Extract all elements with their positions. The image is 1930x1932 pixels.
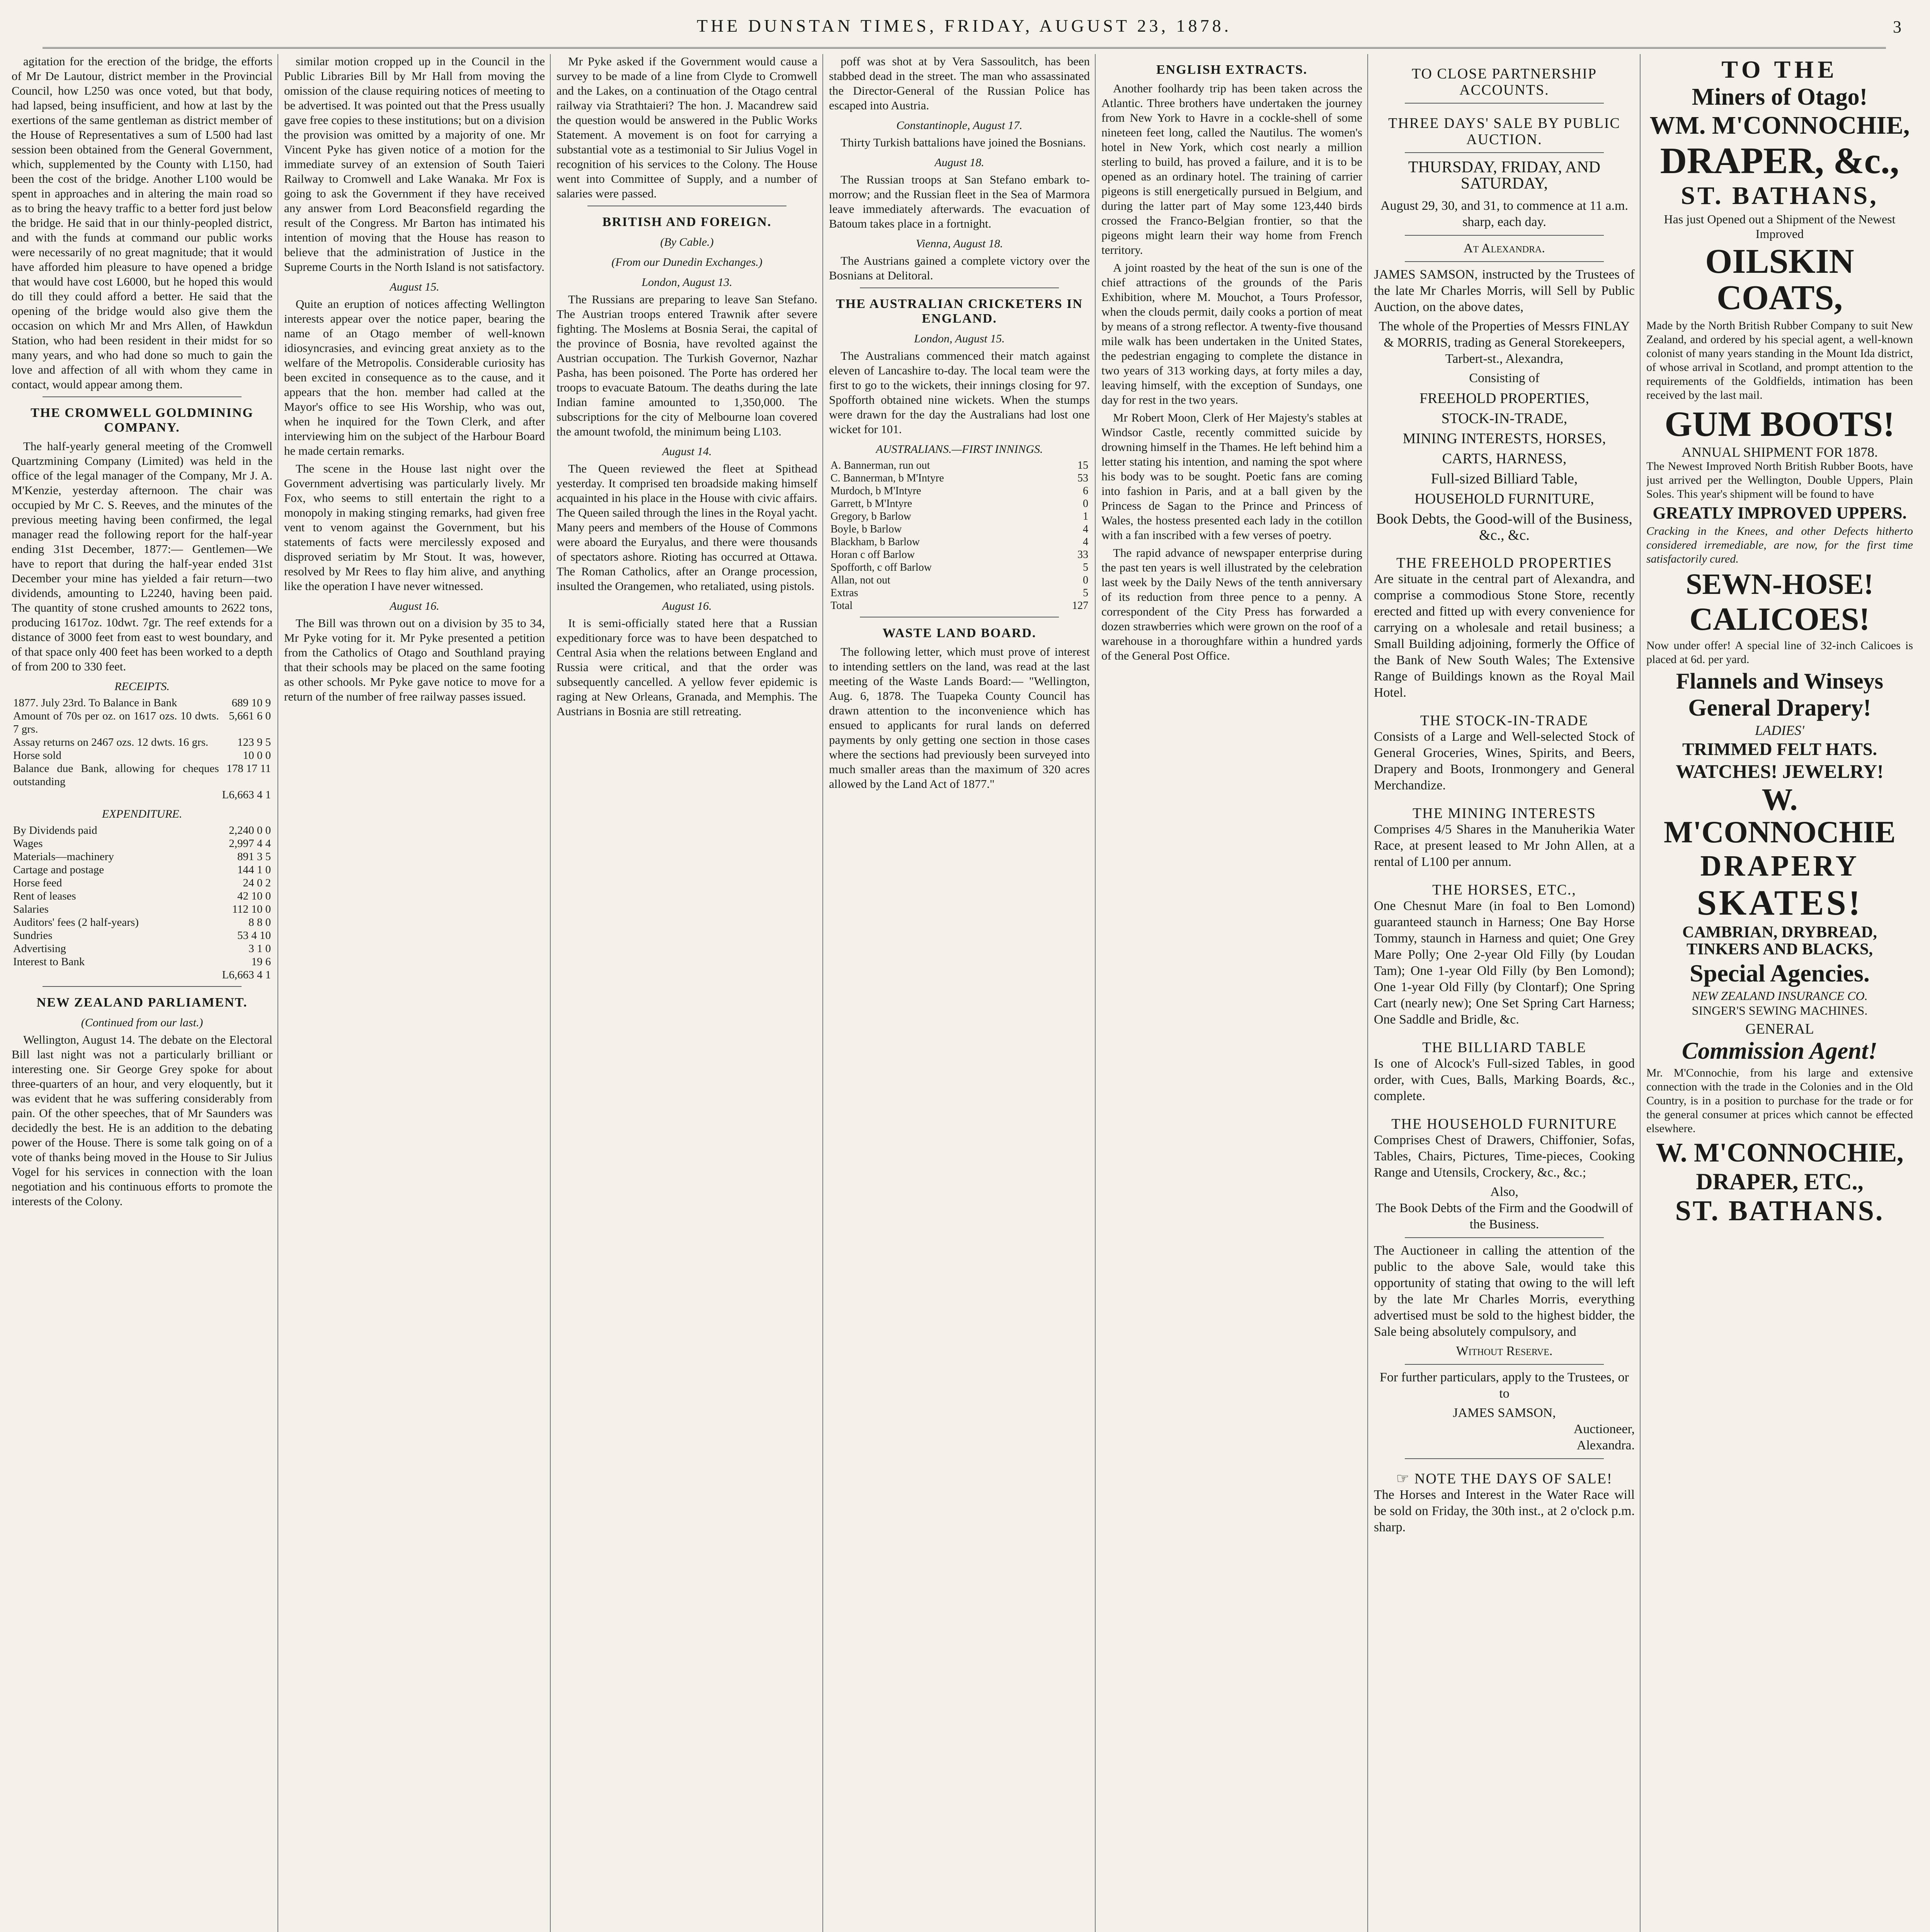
score-row bbox=[829, 497, 1090, 510]
row-value: 15 bbox=[1077, 459, 1088, 471]
row-value: 4 bbox=[1083, 536, 1088, 548]
ad-text: Is one of Alcock's Full-sized Tables, in good order, with Cues, Balls, Marking Boards, &c., complete. bbox=[1374, 1056, 1635, 1103]
ad-text: Are situate in the central part of Alexandra, and comprise a commodious Stone Store, recently erected and fitted up with every convenience for carrying on a wholesale and retail business; a Small Building adjoining, formerly the Office of the Bank of New South Wales; The Extensive Range of Buildings known as the Royal Mail Hotel. bbox=[1374, 572, 1635, 700]
ad-watches: WATCHES! JEWELRY! bbox=[1676, 760, 1884, 782]
ad-ladies: LADIES' bbox=[1755, 723, 1804, 738]
ad-heading: THE FREEHOLD PROPERTIES bbox=[1396, 555, 1612, 571]
score-row bbox=[829, 485, 1090, 497]
ad-heading: THREE DAYS' SALE BY PUBLIC AUCTION. bbox=[1388, 115, 1620, 148]
ad-heading: THE HORSES, ETC., bbox=[1432, 882, 1576, 898]
auction-item: HOUSEHOLD FURNITURE, bbox=[1414, 491, 1594, 507]
receipt-row bbox=[12, 736, 272, 749]
score-row bbox=[829, 561, 1090, 574]
column-divider bbox=[277, 54, 278, 1932]
dateline: August 14. bbox=[662, 445, 712, 458]
dateline: Constantinople, August 17. bbox=[896, 119, 1023, 132]
article-text: The following letter, which must prove of interest to intending settlers on the land, was read at the last meeting of the Waste Lands Board:— "Wellington, Aug. 6, 1878. The Tuapeka County Council has drawn attention to the inconvenience which has ensued to applicants for rural lands on deferred payments by only getting one section in those cases where the sections had previously been surveyed into much smaller areas than the maximum of 320 acres allowed by the Land Act of 1877." bbox=[829, 645, 1090, 791]
article-text: similar motion cropped up in the Council in the Public Libraries Bill by Mr Hall from moving the omission of the clause requiring notices of meeting to be advertised. It was pointed out that the Press usually gave free copies to these institutions; but on a division the provision was omitted by a majority of one. Mr Vincent Pyke has given notice of a motion for the immediate survey of an extension of South Taieri Railway to Cromwell and Lake Wanaka. Mr Fox is going to ask the Government if they have received any answer from Lord Beaconsfield regarding the result of the Congress. Mr Barton has intimated his intention of moving that the House has reason to believe that the administration of Justice in the Supreme Courts in the North Island is not satisfactory. bbox=[284, 54, 545, 274]
article-text: The Austrians gained a complete victory over the Bosnians at Delitoral. bbox=[829, 254, 1090, 282]
article-heading: NEW ZEALAND PARLIAMENT. bbox=[36, 995, 248, 1010]
receipt-row bbox=[12, 749, 272, 762]
ad-text: One Chesnut Mare (in foal to Ben Lomond) guaranteed staunch in Harness; One Bay Horse Tommy, staunch in Harness and quiet; One Grey Mare Polly; One 2-year Old Filly (by Loudan Tam); One 1-year Old Filly (by Ben Lomond); One 1-year Old Filly (by Clontarf); One Spring Cart (nearly new); One Set Spring Cart Harness; One Saddle and Bridle, &c. bbox=[1374, 899, 1635, 1027]
row-label: Blackham, b Barlow bbox=[831, 536, 920, 548]
ad-text: Now under offer! A special line of 32-inch Calicoes is placed at 6d. per yard. bbox=[1646, 639, 1913, 666]
row-label: Horan c off Barlow bbox=[831, 549, 915, 561]
ad-heading: THE HOUSEHOLD FURNITURE bbox=[1391, 1116, 1617, 1132]
table-heading: EXPENDITURE. bbox=[102, 808, 182, 820]
row-value: 1 bbox=[1083, 510, 1088, 522]
ad-text: Comprises Chest of Drawers, Chiffonier, Sofas, Tables, Chairs, Pictures, Time-pieces, Cooking Range and Utensils, Crockery, &c., &c.; bbox=[1374, 1133, 1635, 1180]
column-divider bbox=[1095, 54, 1096, 1932]
column-divider bbox=[1367, 54, 1368, 1932]
ad-text: The Horses and Interest in the Water Race will be sold on Friday, the 30th inst., at 2 o'clock p.m. sharp. bbox=[1374, 1488, 1635, 1534]
row-label: By Dividends paid bbox=[13, 824, 97, 837]
ad-oilskin: OILSKIN COATS, bbox=[1705, 242, 1854, 317]
score-table bbox=[829, 459, 1090, 612]
ad-wm: W. M'CONNOCHIE bbox=[1664, 783, 1896, 850]
receipt-row bbox=[12, 762, 272, 788]
row-label: Assay returns on 2467 ozs. 12 dwts. 16 grs. bbox=[13, 736, 209, 748]
expenditure-row bbox=[12, 889, 272, 903]
row-label: A. Bannerman, run out bbox=[831, 459, 930, 471]
ad-text: Consisting of bbox=[1469, 371, 1540, 385]
auction-item: MINING INTERESTS, HORSES, bbox=[1402, 430, 1606, 447]
divider bbox=[860, 287, 1059, 288]
pointing-hand-icon: ☞ bbox=[1396, 1471, 1410, 1487]
row-label: Advertising bbox=[13, 942, 66, 955]
ad-text: Has just Opened out a Shipment of the Newest Improved bbox=[1664, 212, 1896, 241]
score-row bbox=[829, 574, 1090, 587]
row-label: Boyle, b Barlow bbox=[831, 523, 902, 535]
receipts-table bbox=[12, 696, 272, 801]
row-value: 5 bbox=[1083, 561, 1088, 573]
row-label: Rent of leases bbox=[13, 890, 76, 902]
row-value: 53 4 10 bbox=[237, 929, 271, 942]
row-value: 891 3 5 bbox=[237, 850, 271, 863]
ad-text: JAMES SAMSON, instructed by the Trustees of the late Mr Charles Morris, will Sell by Public Auction, on the above dates, bbox=[1374, 267, 1635, 314]
article-text: Mr Pyke asked if the Government would cause a survey to be made of a line from Clyde to Cromwell and the Lakes, on a continuation of the Otago central railway via Strathtaieri? The hon. J. Macandrew said the question would be answered in the Public Works Statement. A movement is on foot for carrying a substantial vote as a testimonial to Sir Julius Vogel in recognition of his services to the Colony. The House went into Committee of Supply, and a number of salaries were passed. bbox=[557, 54, 817, 200]
article-text: Another foolhardy trip has been taken across the Atlantic. Three brothers have undertaken the journey from New York to Havre in a cockle-shell of some nineteen feet long, called the Nautilus. The women's hotel in New York, which cost nearly a million sterling to build, has proved a failure, and it is to be opened as an ordinary hotel. The training of carrier pigeons is still energetically pursued in Belgium, and during the latter part of May some 123,440 birds crossed the Franco-Belgian frontier, so that the pigeons might learn their way home from French territory. bbox=[1101, 82, 1362, 257]
divider bbox=[1405, 103, 1604, 104]
expenditure-row bbox=[12, 955, 272, 968]
ad-flannels: Flannels and Winseys bbox=[1676, 668, 1884, 694]
article-text: Mr Robert Moon, Clerk of Her Majesty's stables at Windsor Castle, recently committed suicide by drowning himself in the Thames. He left behind him a letter stating his intention, and naming the spot where his body was to be sought. Poetic fans are coming into fashion in Paris, and at a ball given by the Princess de Sagan to the Prince and Princess of Wales, the hostess presented each lady in the cotillon with a fan inscribed with a few verses of poetry. bbox=[1101, 411, 1362, 542]
row-value: 53 bbox=[1077, 472, 1088, 484]
article-subheading: (Continued from our last.) bbox=[81, 1016, 203, 1029]
article-text: Wellington, August 14. The debate on the Electoral Bill last night was not a particularly brilliant or interesting one. Sir George Grey spoke for about three-quarters of an hour, and very eloquently, but it was evident that he was suffering considerably from pain. Of the other speeches, that of Mr Saunders was decidedly the best. He is an addition to the debating power of the House. There is some talk going on of a vote of thanks being moved in the House to Sir Julius Vogel for his services in connection with the loan negotiation and his continuous efforts to promote the interests of the Colony. bbox=[12, 1033, 272, 1208]
article-text: It is semi-officially stated here that a Russian expeditionary force was to have been despatched to Central Asia when the relations between England and Russia were critical, and that the order was subsequently cancelled. A yellow fever epidemic is raging at New Orleans, Granada, and Memphis. The Austrians in Bosnia are still retreating. bbox=[557, 616, 817, 718]
expenditure-row bbox=[12, 863, 272, 876]
ad-place: ST. BATHANS, bbox=[1681, 182, 1879, 210]
article-text: Thirty Turkish battalions have joined the Bosnians. bbox=[841, 136, 1086, 149]
row-label: Interest to Bank bbox=[13, 956, 85, 968]
ad-miners: Miners of Otago! bbox=[1692, 84, 1868, 111]
sale-days: THURSDAY, FRIDAY, AND SATURDAY, bbox=[1408, 158, 1601, 192]
divider bbox=[1405, 152, 1604, 153]
divider bbox=[1405, 261, 1604, 262]
row-label: 1877. July 23rd. To Balance in Bank bbox=[13, 697, 177, 709]
auction-item: CARTS, HARNESS, bbox=[1442, 451, 1567, 467]
article-text: poff was shot at by Vera Sassoulitch, has been stabbed dead in the street. The man who assassinated the Director-General of the Russian Police has escaped into Austria. bbox=[829, 54, 1090, 112]
page-number: 3 bbox=[1893, 17, 1901, 36]
row-value: 178 17 11 bbox=[226, 762, 271, 775]
column-2 bbox=[284, 54, 545, 1932]
dateline: August 16. bbox=[390, 600, 439, 612]
divider bbox=[1405, 235, 1604, 236]
ad-text: Also, bbox=[1490, 1185, 1518, 1199]
ad-to-the: TO THE bbox=[1721, 56, 1838, 83]
ad-text: The Newest Improved North British Rubber Boots, have just arrived per the Wellington, Double Uppers, Plain Soles. This year's shipment will be found to have bbox=[1646, 460, 1913, 501]
row-label: C. Bannerman, b M'Intyre bbox=[831, 472, 944, 484]
signer-title: Auctioneer, bbox=[1573, 1422, 1635, 1436]
row-label: Horse feed bbox=[13, 877, 62, 889]
masthead bbox=[12, 15, 1917, 46]
article-text: agitation for the erection of the bridge, the efforts of Mr De Lautour, district member in the Provincial Council, how L250 was once voted, but that body, had lapsed, being insufficient, and how at last by the exertions of the same gentleman as district member of the House of Representatives a sum of L500 had last session been obtained from the General Government, which, supplemented by the County with L150, had been the cost of the bridge. Another L100 would be spent in approaches and in altering the main road so as to bring the heavy traffic to a better ford just below the bridge. He said that in our thinly-peopled district, and with the funds at command our public works were necessarily of no great magnitude; that it would have afforded him pleasure to have opened a bridge that would have cost L6000, but he hoped this would do till they could afford a better. He said that the opening of the bridge would also give them the occasion on which Mr and Mrs Allen, of Hawkdun Station, who had been resident in their midst for so many years, and who had done so much to gain the love and affection of all with whom they came in contact, would appear among them. bbox=[12, 54, 272, 391]
ad-text: Consists of a Large and Well-selected Stock of General Groceries, Wines, Spirits, and Beers, Drapery and Boots, Ironmongery and General Merchandize. bbox=[1374, 730, 1635, 793]
ad-footer-trade: DRAPER, ETC., bbox=[1696, 1168, 1864, 1194]
article-heading: BRITISH AND FOREIGN. bbox=[602, 215, 772, 229]
masthead-rule bbox=[43, 47, 1886, 49]
dateline: August 16. bbox=[662, 600, 712, 612]
ad-general-drapery: General Drapery! bbox=[1688, 695, 1871, 721]
ad-text: For further particulars, apply to the Trustees, or to bbox=[1380, 1370, 1629, 1401]
ad-text: The Auctioneer in calling the attention of the public to the above Sale, would take this opportunity of stating that owing to the will left by the late Mr Charles Morris, everything advertised must be sold to the highest bidder, the Sale being absolutely compulsory, and bbox=[1374, 1243, 1635, 1339]
score-row bbox=[829, 548, 1090, 561]
score-row bbox=[829, 599, 1090, 612]
ad-draper: DRAPER, &c., bbox=[1660, 139, 1899, 181]
column-4 bbox=[829, 54, 1090, 1932]
divider bbox=[1405, 1237, 1604, 1238]
ad-hose: SEWN-HOSE! bbox=[1686, 568, 1874, 601]
column-5 bbox=[1101, 54, 1362, 1932]
score-row bbox=[829, 510, 1090, 523]
article-text: Quite an eruption of notices affecting Wellington interests appear over the notice paper, bearing the name of an Otago member of well-known idiosyncrasies, and evincing great anxiety as to the welfare of the Metropolis. Considerable curiosity has been excited in consequence as to the cause, and it appears that the hon. member had called at the Mayor's office to see His Worship, who was out, when he inquired for the Town Clerk, and after interviewing him on the subject of the Harbour Board he made certain remarks. bbox=[284, 297, 545, 457]
row-label bbox=[12, 788, 221, 801]
expenditure-row bbox=[12, 824, 272, 837]
column-divider bbox=[550, 54, 551, 1932]
row-value: 0 bbox=[1083, 574, 1088, 586]
ad-text: Made by the North British Rubber Company to suit New Zealand, and ordered by his special agent, a well-known colonist of many years standing in the Mount Ida district, of whose arrival in Scotland, and prompt attention to the requirements of the Goldfields, intimation has been received by the last mail. bbox=[1646, 319, 1913, 401]
ad-calicoes: CALICOES! bbox=[1689, 601, 1870, 638]
without-reserve: Without Reserve. bbox=[1456, 1344, 1553, 1358]
expenditure-table bbox=[12, 824, 272, 981]
article-text: The scene in the House last night over the Government advertising was particularly lively. Mr Fox, who seems to still entertain the right to a monopoly in making stinging remarks, had given free vent to venom against the Government, but his statements of facts were mercilessly exposed and disproved seriatim by Mr Stout. It was, however, resolved by Mr Rees to flay him alive, and anything like the operation I have never witnessed. bbox=[284, 462, 545, 593]
ad-firm: WM. M'CONNOCHIE, bbox=[1649, 111, 1910, 140]
auction-item: STOCK-IN-TRADE, bbox=[1441, 410, 1567, 427]
row-label: Amount of 70s per oz. on 1617 ozs. 10 dwts. 7 grs. bbox=[13, 710, 219, 735]
ad-text: Cracking in the Knees, and other Defects hitherto considered irremediable, are now, for the first time satisfactorily cured. bbox=[1646, 525, 1913, 566]
row-value: 112 10 0 bbox=[232, 903, 271, 915]
draper-advertisement bbox=[1646, 54, 1913, 1932]
row-value: 3 1 0 bbox=[248, 942, 271, 955]
expenditure-row bbox=[12, 942, 272, 955]
ad-footer-firm: W. M'CONNOCHIE, bbox=[1656, 1138, 1904, 1168]
receipt-row bbox=[12, 788, 272, 801]
sale-place: At Alexandra. bbox=[1464, 241, 1545, 255]
row-value: 2,997 4 4 bbox=[229, 837, 271, 850]
row-label: Salaries bbox=[13, 903, 49, 915]
article-text: The Russian troops at San Stefano embark to-morrow; and the Russian fleet in the Sea of Marmora leave immediately afterwards. The evacuation of Batoum takes place in a fortnight. bbox=[829, 173, 1090, 230]
row-value: 6 bbox=[1083, 485, 1088, 497]
ad-drapery: DRAPERY bbox=[1700, 850, 1859, 883]
article-text: A joint roasted by the heat of the sun is one of the chief attractions of the grounds of the Paris Exhibition, where M. Mouchot, a Tours Professor, when the clouds permit, daily cooks a portion of meat by means of a strong reflector. A twenty-five thousand mile walk has been undertaken in the United States, the pedestrian engaging to complete the distance in two years of 313 working days, at forty miles a day, leaving himself, with the exception of Sundays, one day for rest in the two years. bbox=[1101, 261, 1362, 406]
row-value: 19 6 bbox=[251, 956, 271, 968]
ad-text: Mr. M'Connochie, from his large and extensive connection with the trade in the Colonies and in the Old Country, is in a position to purchase for the trade or for the general consumer at prices which cannot be effected elsewhere. bbox=[1646, 1066, 1913, 1135]
ad-heading: THE BILLIARD TABLE bbox=[1422, 1039, 1586, 1056]
article-text: The Bill was thrown out on a division by 35 to 34, Mr Pyke voting for it. Mr Pyke presented a petition from the Catholics of Otago and Southland praying that their schools may be placed on the same footing as other schools. Mr Pyke gave notice to move for a return of the number of free railway passes issued. bbox=[284, 616, 545, 703]
signer-place: Alexandra. bbox=[1576, 1438, 1635, 1452]
row-label: Cartage and postage bbox=[13, 864, 104, 876]
column-3 bbox=[557, 54, 817, 1932]
score-row bbox=[829, 536, 1090, 548]
dateline: August 15. bbox=[390, 281, 439, 293]
row-label: Allan, not out bbox=[831, 574, 890, 586]
auction-items-list bbox=[1374, 390, 1635, 543]
ad-annual: ANNUAL SHIPMENT FOR 1878. bbox=[1681, 444, 1878, 460]
article-heading: THE CROMWELL GOLDMINING COMPANY. bbox=[31, 406, 254, 435]
ad-commission: Commission Agent! bbox=[1682, 1037, 1877, 1064]
ad-cambrian: CAMBRIAN, DRYBREAD, TINKERS AND BLACKS, bbox=[1682, 923, 1877, 958]
article-heading: THE AUSTRALIAN CRICKETERS IN ENGLAND. bbox=[836, 297, 1083, 326]
row-value: 33 bbox=[1077, 549, 1088, 561]
table-heading: AUSTRALIANS.—FIRST INNINGS. bbox=[876, 443, 1043, 456]
article-text: The Russians are preparing to leave San Stefano. The Austrian troops entered Trawnik after severe fighting. The Moslems at Bosnia Serai, the capital of the province of Bosnia, have revolted against the Austrian occupation. The Turkish Governor, Nazhar Pasha, has been poisoned. The Porte has ordered her troops to evacuate Batoum. The deaths during the late Indian famine amounted to 1,350,000. The subscriptions for the city of Melbourne loan covered the amount twofold, the minimum being L103. bbox=[557, 293, 817, 438]
row-label: Sundries bbox=[13, 929, 53, 942]
article-subheading: (By Cable.) bbox=[660, 236, 714, 248]
note-heading bbox=[1374, 1471, 1635, 1487]
receipt-row bbox=[12, 709, 272, 736]
ad-heading: THE STOCK-IN-TRADE bbox=[1420, 713, 1589, 729]
ad-singers: SINGER'S SEWING MACHINES. bbox=[1692, 1003, 1868, 1017]
expenditure-row bbox=[12, 916, 272, 929]
divider bbox=[1405, 1458, 1604, 1459]
row-value: L6,663 4 1 bbox=[222, 789, 271, 801]
expenditure-row bbox=[12, 837, 272, 850]
dateline: London, August 13. bbox=[642, 276, 732, 289]
score-row bbox=[829, 587, 1090, 599]
receipt-row bbox=[12, 696, 272, 709]
row-value: 689 10 9 bbox=[231, 697, 271, 709]
row-value: 8 8 0 bbox=[248, 916, 271, 929]
dateline: Vienna, August 18. bbox=[916, 237, 1003, 250]
row-value: 2,240 0 0 bbox=[229, 824, 271, 837]
row-label bbox=[12, 968, 197, 981]
article-text: The half-yearly general meeting of the Cromwell Quartzmining Company (Limited) was held in the office of the legal manager of the Company, Mr J. A. M'Kenzie, yesterday afternoon. The chair was occupied by Mr C. S. Reeves, and the minutes of the previous meeting having been confirmed, the legal manager read the following report for the half-year ending 31st December, 1877:— Gentlemen—We have to report that during the half-year ended 31st December your mine has yielded a fair return—two dividends, amounting to L2240, having been paid. The quantity of stone crushed amounts to 2622 tons, producing 1617oz. 10dwt. 7gr. The reef extends for a distance of 3000 feet from east to west boundary, and of that space only 400 feet has been worked to a depth of from 200 to 330 feet. bbox=[12, 439, 272, 673]
article-heading: ENGLISH EXTRACTS. bbox=[1156, 63, 1308, 77]
row-label: Garrett, b M'Intyre bbox=[831, 498, 912, 510]
ad-gum-boots: GUM BOOTS! bbox=[1664, 404, 1895, 444]
expenditure-row bbox=[12, 903, 272, 916]
row-label: Spofforth, c off Barlow bbox=[831, 561, 932, 573]
divider bbox=[1405, 1364, 1604, 1365]
ad-heading: THE MINING INTERESTS bbox=[1413, 805, 1596, 821]
ad-heading: TO CLOSE PARTNERSHIP ACCOUNTS. bbox=[1411, 66, 1597, 98]
ad-nzins: NEW ZEALAND INSURANCE CO. bbox=[1692, 988, 1868, 1003]
expenditure-row bbox=[12, 968, 272, 981]
ad-general: GENERAL bbox=[1745, 1020, 1814, 1037]
expenditure-row bbox=[12, 850, 272, 863]
newspaper-title: THE DUNSTAN TIMES, FRIDAY, AUGUST 23, 1878. bbox=[697, 16, 1232, 36]
ad-text: The whole of the Properties of Messrs FINLAY & MORRIS, trading as General Storekeepers, Tarbert-st., Alexandra, bbox=[1379, 319, 1630, 366]
dateline: August 18. bbox=[934, 156, 984, 169]
row-label: Wages bbox=[13, 837, 43, 850]
auction-item: Full-sized Billiard Table, bbox=[1431, 471, 1578, 487]
row-value: L6,663 4 1 bbox=[222, 969, 271, 981]
row-label: Gregory, b Barlow bbox=[831, 510, 911, 522]
expenditure-row bbox=[12, 876, 272, 889]
row-label: Auditors' fees (2 half-years) bbox=[13, 916, 139, 929]
auction-item: FREEHOLD PROPERTIES, bbox=[1419, 390, 1589, 406]
score-row bbox=[829, 472, 1090, 485]
column-divider bbox=[1640, 54, 1641, 1932]
ad-uppers: GREATLY IMPROVED UPPERS. bbox=[1653, 503, 1907, 523]
row-value: 42 10 0 bbox=[237, 890, 271, 902]
ad-text: The Book Debts of the Firm and the Goodwill of the Business. bbox=[1375, 1201, 1633, 1231]
signer-name: JAMES SAMSON, bbox=[1453, 1406, 1556, 1420]
row-value: 127 bbox=[1072, 600, 1088, 612]
table-heading: RECEIPTS. bbox=[114, 680, 170, 693]
article-heading: WASTE LAND BOARD. bbox=[882, 626, 1036, 640]
sale-dates: August 29, 30, and 31, to commence at 11 a.m. sharp, each day. bbox=[1380, 199, 1628, 229]
row-value: 24 0 2 bbox=[243, 877, 271, 889]
article-text: The Queen reviewed the fleet at Spithead yesterday. It comprised ten broadside making himself acquainted in his place in the House with civic affairs. The Queen sailed through the lines in the Royal yacht. Many peers and members of the House of Commons were aboard the Euryalus, and there were thousands of spectators ashore. Rioting has occurred at Ottawa. The Roman Catholics, after an Orange procession, insulted the Orangemen, who retaliated, using pistols. bbox=[557, 462, 817, 593]
auction-advertisement bbox=[1374, 54, 1635, 1932]
row-value: 144 1 0 bbox=[237, 864, 271, 876]
row-label: Total bbox=[831, 600, 853, 612]
article-text: The Australians commenced their match against eleven of Lancashire to-day. The local team were the first to go to the wickets, their innings closing for 97. Spofforth obtained nine wickets. When the stumps were drawn for the day the Australians had lost one wicket for 101. bbox=[829, 349, 1090, 436]
note-label: NOTE THE DAYS OF SALE! bbox=[1414, 1471, 1613, 1487]
score-row bbox=[829, 459, 1090, 472]
row-value: 10 0 0 bbox=[243, 749, 271, 762]
ad-special: Special Agencies. bbox=[1690, 959, 1870, 987]
row-value: 0 bbox=[1083, 498, 1088, 510]
score-row bbox=[829, 523, 1090, 536]
ad-trimmed: TRIMMED FELT HATS. bbox=[1682, 739, 1877, 759]
row-value: 5 bbox=[1083, 587, 1088, 599]
row-label: Materials—machinery bbox=[13, 850, 114, 863]
article-subheading: (From our Dunedin Exchanges.) bbox=[611, 256, 762, 269]
dateline: London, August 15. bbox=[914, 332, 1005, 345]
row-label: Murdoch, b M'Intyre bbox=[831, 485, 921, 497]
ad-text: Comprises 4/5 Shares in the Manuherikia Water Race, at present leased to Mr John Allen, at a rental of L100 per annum. bbox=[1374, 822, 1635, 869]
row-label: Balance due Bank, allowing for cheques outstanding bbox=[13, 762, 219, 788]
row-label: Extras bbox=[831, 587, 858, 599]
auction-item: Book Debts, the Good-will of the Business, &c., &c. bbox=[1376, 511, 1632, 543]
article-text: The rapid advance of newspaper enterprise during the past ten years is well illustrated by the celebration last week by the Daily News of the tenth anniversary of its reduction from three pence to a penny. A correspondent of the City Press has forwarded a dozen strawberries which were grown on the roof of a warehouse in a thoroughfare within a hundred yards of the General Post Office. bbox=[1101, 546, 1362, 662]
divider bbox=[43, 986, 242, 987]
row-value: 4 bbox=[1083, 523, 1088, 535]
expenditure-row bbox=[12, 929, 272, 942]
column-1 bbox=[12, 54, 272, 1932]
divider bbox=[43, 396, 242, 397]
row-value: 5,661 6 0 bbox=[229, 710, 271, 722]
column-divider bbox=[822, 54, 823, 1932]
ad-footer-place: ST. BATHANS. bbox=[1675, 1195, 1884, 1227]
ad-skates: SKATES! bbox=[1697, 883, 1863, 923]
row-value: 123 9 5 bbox=[237, 736, 271, 748]
row-label: Horse sold bbox=[13, 749, 61, 762]
